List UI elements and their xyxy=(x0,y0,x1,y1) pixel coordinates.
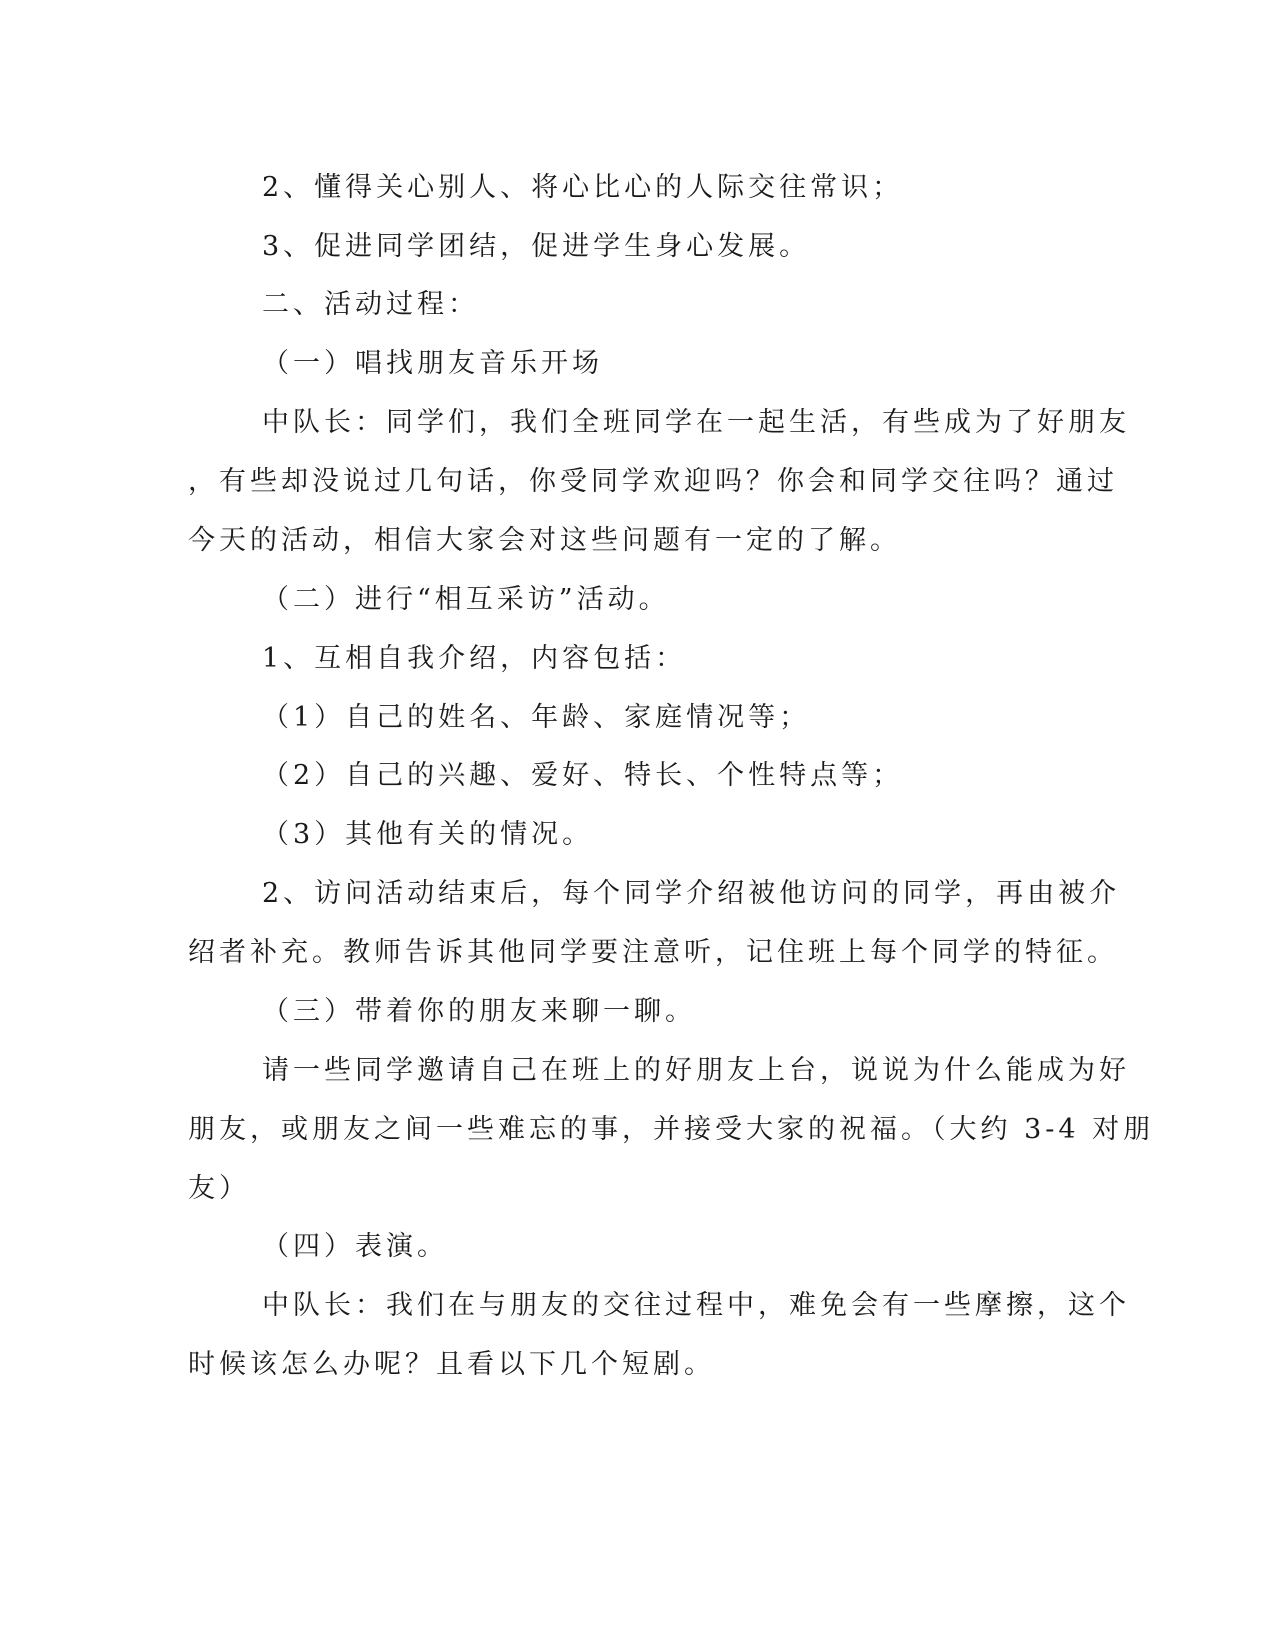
paragraph-line: ，有些却没说过几句话，你受同学欢迎吗？你会和同学交往吗？通过 xyxy=(188,466,1118,497)
subsection-heading: （二）进行“相互采访”活动。 xyxy=(262,584,670,615)
paragraph-line: 绍者补充。教师告诉其他同学要注意听，记住班上每个同学的特征。 xyxy=(188,937,1118,968)
paragraph-line: 中队长：同学们，我们全班同学在一起生活，有些成为了好朋友 xyxy=(262,407,1130,438)
paragraph-line: 今天的活动，相信大家会对这些问题有一定的了解。 xyxy=(188,525,901,556)
subsection-heading: （四）表演。 xyxy=(262,1231,448,1262)
paragraph-line: 友） xyxy=(188,1173,250,1204)
paragraph-line: 朋友，或朋友之间一些难忘的事，并接受大家的祝福。（大约 3-4 对朋 xyxy=(188,1114,1155,1145)
paragraph-line: 2、访问活动结束后，每个同学介绍被他访问的同学，再由被介 xyxy=(262,878,1121,909)
paragraph-line: 时候该怎么办呢？且看以下几个短剧。 xyxy=(188,1349,715,1380)
subsection-heading: （三）带着你的朋友来聊一聊。 xyxy=(262,996,696,1027)
paragraph-line: 1、互相自我介绍，内容包括： xyxy=(262,643,687,674)
list-item: （3）其他有关的情况。 xyxy=(262,819,594,850)
subsection-heading: （一）唱找朋友音乐开场 xyxy=(262,348,603,379)
list-item: （1）自己的姓名、年龄、家庭情况等； xyxy=(262,702,811,733)
paragraph-line: 中队长：我们在与朋友的交往过程中，难免会有一些摩擦，这个 xyxy=(262,1290,1130,1321)
paragraph-line: 请一些同学邀请自己在班上的好朋友上台，说说为什么能成为好 xyxy=(262,1055,1130,1086)
list-item: （2）自己的兴趣、爱好、特长、个性特点等； xyxy=(262,760,904,791)
paragraph-line: 3、促进同学团结，促进学生身心发展。 xyxy=(262,231,811,262)
section-heading: 二、活动过程： xyxy=(262,289,479,320)
paragraph-line: 2、懂得关心别人、将心比心的人际交往常识； xyxy=(262,172,904,203)
